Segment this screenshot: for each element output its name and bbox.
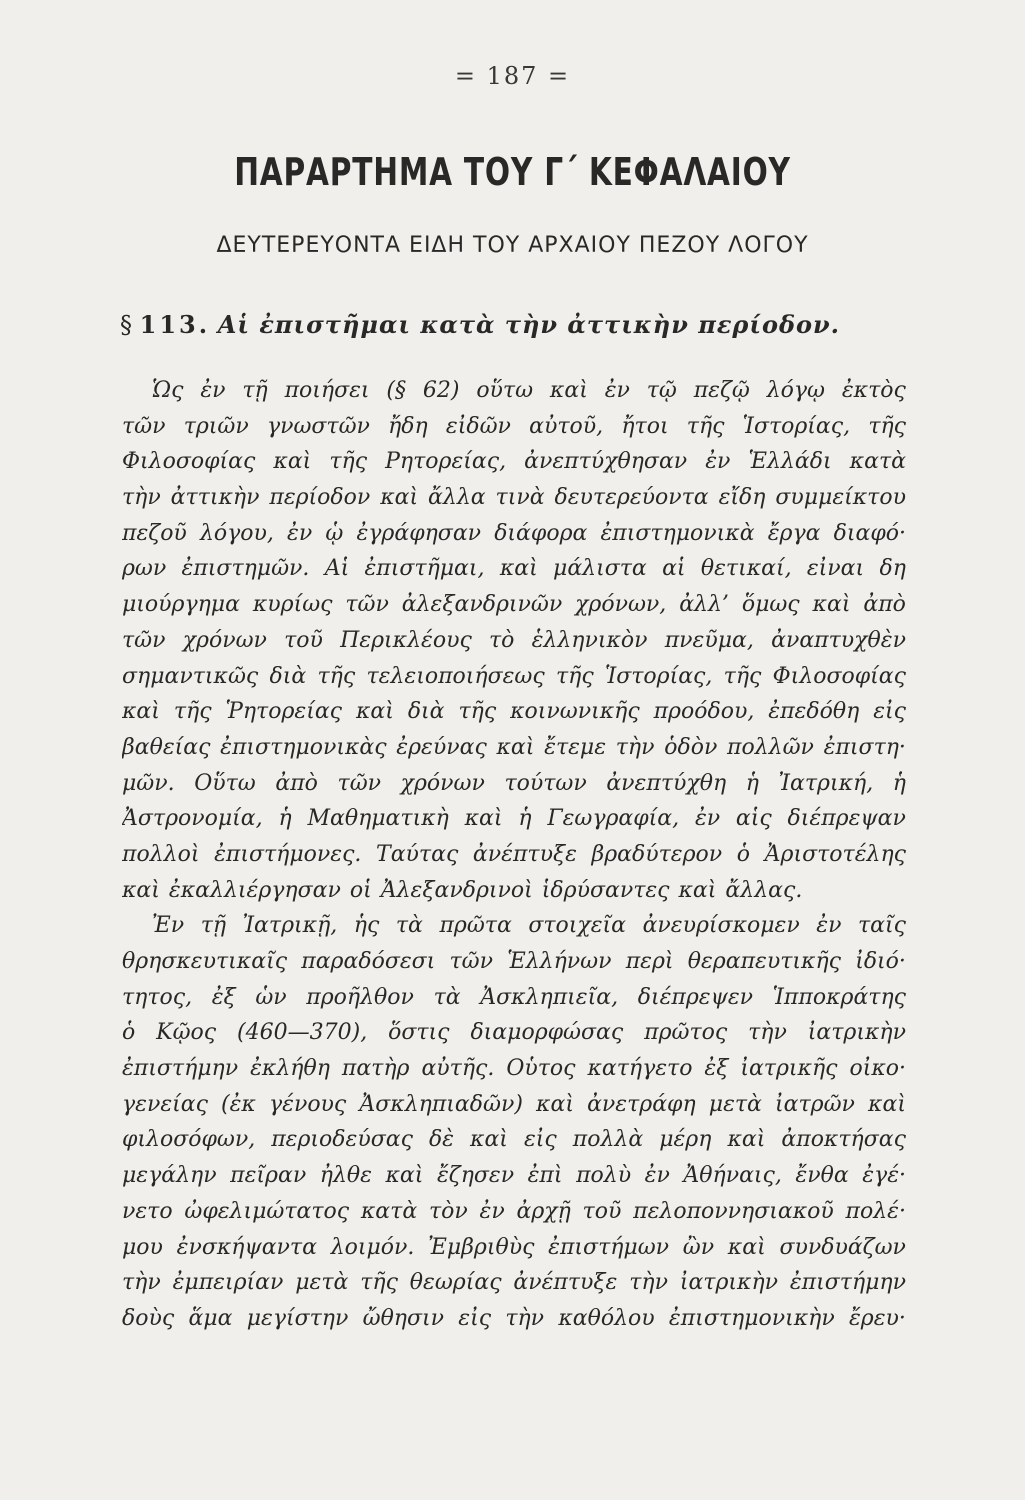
- section-number: 113.: [139, 310, 211, 339]
- text-line: πεζοῦ λόγου, ἐν ᾧ ἐγράφησαν διάφορα ἐπιστημονικὰ ἔργα διαφό·: [122, 520, 906, 546]
- text-line: Ἐν τῇ Ἰατρικῇ, ἧς τὰ πρῶτα στοιχεῖα ἀνευρίσκομεν ἐν ταῖς: [152, 913, 906, 939]
- text-line: ρων ἐπιστημῶν. Αἱ ἐπιστῆμαι, καὶ μάλιστα αἱ θετικαί, εἶναι δη: [122, 556, 906, 582]
- text-line: Φιλοσοφίας καὶ τῆς Ρητορείας, ἀνεπτύχθησαν ἐν Ἑλλάδι κατὰ: [122, 449, 906, 475]
- text-line: μῶν. Οὕτω ἀπὸ τῶν χρόνων τούτων ἀνεπτύχθη ἡ Ἰατρική, ἡ: [122, 770, 906, 796]
- section-symbol: §: [120, 311, 132, 339]
- text-line: ὁ Κῷος (460—370), ὅστις διαμορφώσας πρῶτος τὴν ἰατρικὴν: [122, 1020, 906, 1046]
- text-line: μιούργημα κυρίως τῶν ἀλεξανδρινῶν χρόνων, ἀλλ’ ὅμως καὶ ἀπὸ: [122, 592, 906, 618]
- text-line: τὴν ἀττικὴν περίοδον καὶ ἄλλα τινὰ δευτερεύοντα εἴδη συμμείκτου: [122, 485, 906, 511]
- text-line: νετο ὠφελιμώτατος κατὰ τὸν ἐν ἀρχῇ τοῦ πελοποννησιακοῦ πολέ·: [122, 1198, 906, 1224]
- text-line: τητος, ἐξ ὧν προῆλθον τὰ Ἀσκληπιεῖα, διέπρεψεν Ἱπποκράτης: [122, 984, 906, 1010]
- body-text: [122, 378, 906, 1342]
- text-line: βαθείας ἐπιστημονικὰς ἐρεύνας καὶ ἔτεμε τὴν ὁδὸν πολλῶν ἐπιστη·: [122, 734, 906, 760]
- text-line: γενείας (ἐκ γένους Ἀσκληπιαδῶν) καὶ ἀνετράφη μετὰ ἰατρῶν καὶ: [122, 1091, 906, 1117]
- section-heading: [120, 310, 920, 339]
- text-line: δοὺς ἅμα μεγίστην ὤθησιν εἰς τὴν καθόλου ἐπιστημονικὴν ἔρευ·: [122, 1305, 906, 1331]
- text-line: Ἀστρονομία, ἡ Μαθηματικὴ καὶ ἡ Γεωγραφία, ἐν αἷς διέπρεψαν: [122, 806, 906, 832]
- section-title: Αἱ ἐπιστῆμαι κατὰ τὴν ἀττικὴν περίοδον.: [217, 310, 841, 339]
- text-line: Ὡς ἐν τῇ ποιήσει (§ 62) οὕτω καὶ ἐν τῷ πεζῷ λόγῳ ἐκτὸς: [152, 378, 906, 403]
- text-line: τῶν χρόνων τοῦ Περικλέους τὸ ἑλληνικὸν πνεῦμα, ἀναπτυχθὲν: [122, 627, 906, 653]
- text-line: καὶ ἐκαλλιέργησαν οἱ Ἀλεξανδρινοὶ ἱδρύσαντες καὶ ἄλλας.: [122, 877, 803, 903]
- text-line: τὴν ἐμπειρίαν μετὰ τῆς θεωρίας ἀνέπτυξε τὴν ἰατρικὴν ἐπιστήμην: [122, 1270, 906, 1296]
- text-line: μου ἐνσκήψαντα λοιμόν. Ἐμβριθὺς ἐπιστήμων ὢν καὶ συνδυάζων: [122, 1234, 906, 1260]
- text-line: θρησκευτικαῖς παραδόσεσι τῶν Ἑλλήνων περὶ θεραπευτικῆς ἰδιό·: [122, 949, 906, 974]
- appendix-subtitle: ΔΕΥΤΕΡΕΥΟΝΤΑ ΕΙΔΗ ΤΟΥ ΑΡΧΑΙΟΥ ΠΕΖΟΥ ΛΟΓΟΥ: [216, 233, 809, 258]
- text-line: ἐπιστήμην ἐκλήθη πατὴρ αὐτῆς. Οὗτος κατήγετο ἐξ ἰατρικῆς οἰκο·: [122, 1056, 906, 1082]
- appendix-title: ΠΑΡΑΡΤΗΜΑ ΤΟΥ Γ΄ ΚΕΦΑΛΑΙΟΥ: [234, 150, 791, 194]
- text-line: καὶ τῆς Ῥητορείας καὶ διὰ τῆς κοινωνικῆς προόδου, ἐπεδόθη εἰς: [122, 699, 906, 725]
- page-number: = 187 =: [454, 62, 571, 90]
- text-line: πολλοὶ ἐπιστήμονες. Ταύτας ἀνέπτυξε βραδύτερον ὁ Ἀριστοτέλης: [122, 841, 906, 867]
- text-line: μεγάλην πεῖραν ἦλθε καὶ ἔζησεν ἐπὶ πολὺ ἐν Ἀθήναις, ἔνθα ἐγέ·: [122, 1163, 906, 1189]
- text-line: φιλοσόφων, περιοδεύσας δὲ καὶ εἰς πολλὰ μέρη καὶ ἀποκτήσας: [122, 1127, 906, 1153]
- text-line: τῶν τριῶν γνωστῶν ἤδη εἰδῶν αὐτοῦ, ἤτοι τῆς Ἱστορίας, τῆς: [122, 413, 906, 439]
- text-line: σημαντικῶς διὰ τῆς τελειοποιήσεως τῆς Ἱστορίας, τῆς Φιλοσοφίας: [122, 663, 906, 689]
